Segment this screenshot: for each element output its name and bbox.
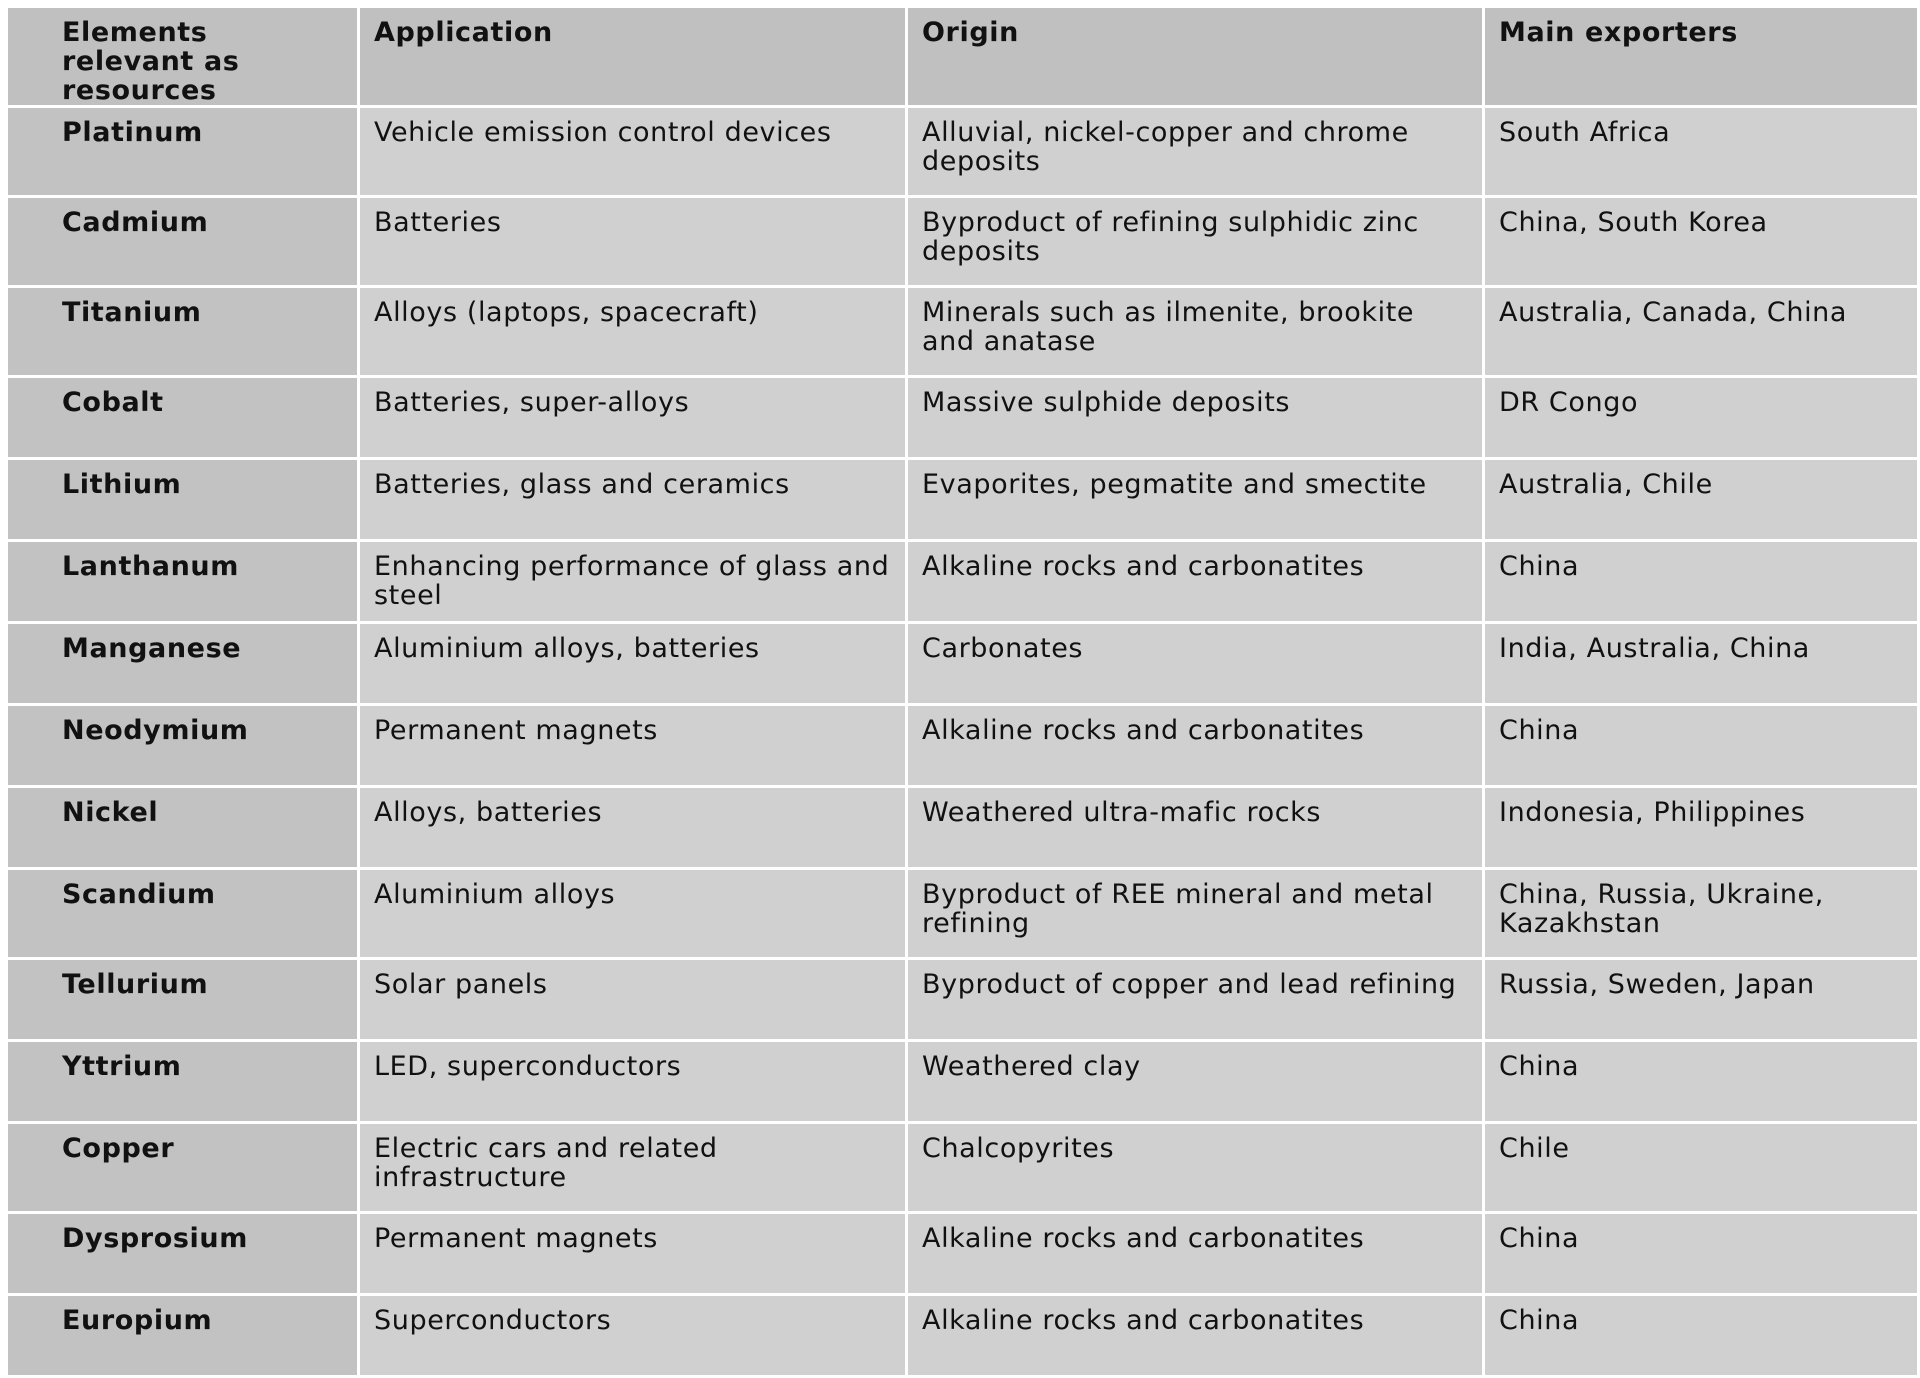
origin-cell: Byproduct of copper and lead refining xyxy=(907,959,1484,1041)
application-cell: Permanent magnets xyxy=(359,705,907,787)
table-row xyxy=(7,197,1919,287)
table-row xyxy=(7,1213,1919,1295)
exporters-cell: China, Russia, Ukraine, Kazakhstan xyxy=(1484,869,1919,959)
element-cell: Tellurium xyxy=(7,959,359,1041)
element-cell: Cadmium xyxy=(7,197,359,287)
element-cell: Yttrium xyxy=(7,1041,359,1123)
exporters-cell: China xyxy=(1484,705,1919,787)
element-cell: Lithium xyxy=(7,459,359,541)
origin-cell: Weathered clay xyxy=(907,1041,1484,1123)
application-cell: LED, superconductors xyxy=(359,1041,907,1123)
exporters-cell: Australia, Chile xyxy=(1484,459,1919,541)
origin-cell: Chalcopyrites xyxy=(907,1123,1484,1213)
table-row xyxy=(7,459,1919,541)
element-cell: Copper xyxy=(7,1123,359,1213)
application-cell: Aluminium alloys, batteries xyxy=(359,623,907,705)
table-row xyxy=(7,107,1919,197)
element-cell: Neodymium xyxy=(7,705,359,787)
application-cell: Vehicle emission control devices xyxy=(359,107,907,197)
origin-cell: Carbonates xyxy=(907,623,1484,705)
application-cell: Aluminium alloys xyxy=(359,869,907,959)
table-row xyxy=(7,787,1919,869)
application-cell: Alloys (laptops, spacecraft) xyxy=(359,287,907,377)
table-row xyxy=(7,287,1919,377)
origin-cell: Byproduct of refining sulphidic zinc deposits xyxy=(907,197,1484,287)
origin-cell: Minerals such as ilmenite, brookite and anatase xyxy=(907,287,1484,377)
exporters-cell: DR Congo xyxy=(1484,377,1919,459)
exporters-cell: China, South Korea xyxy=(1484,197,1919,287)
table-row xyxy=(7,1123,1919,1213)
origin-cell: Alkaline rocks and carbonatites xyxy=(907,1295,1484,1377)
table-row xyxy=(7,377,1919,459)
application-cell: Solar panels xyxy=(359,959,907,1041)
origin-cell: Massive sulphide deposits xyxy=(907,377,1484,459)
origin-cell: Alkaline rocks and carbonatites xyxy=(907,705,1484,787)
table-row xyxy=(7,959,1919,1041)
element-cell: Cobalt xyxy=(7,377,359,459)
origin-cell: Byproduct of REE mineral and metal refining xyxy=(907,869,1484,959)
element-cell: Scandium xyxy=(7,869,359,959)
header-elements: Elements relevant as resources xyxy=(7,7,359,107)
table-row xyxy=(7,541,1919,623)
table-row xyxy=(7,869,1919,959)
application-cell: Superconductors xyxy=(359,1295,907,1377)
element-cell: Manganese xyxy=(7,623,359,705)
exporters-cell: Indonesia, Philippines xyxy=(1484,787,1919,869)
table-row xyxy=(7,1295,1919,1377)
table-row xyxy=(7,705,1919,787)
table-row xyxy=(7,623,1919,705)
application-cell: Permanent magnets xyxy=(359,1213,907,1295)
origin-cell: Weathered ultra-mafic rocks xyxy=(907,787,1484,869)
header-origin: Origin xyxy=(907,7,1484,107)
element-cell: Europium xyxy=(7,1295,359,1377)
exporters-cell: South Africa xyxy=(1484,107,1919,197)
exporters-cell: China xyxy=(1484,1295,1919,1377)
header-main-exporters: Main exporters xyxy=(1484,7,1919,107)
element-cell: Nickel xyxy=(7,787,359,869)
origin-cell: Alkaline rocks and carbonatites xyxy=(907,1213,1484,1295)
exporters-cell: Chile xyxy=(1484,1123,1919,1213)
application-cell: Alloys, batteries xyxy=(359,787,907,869)
origin-cell: Alkaline rocks and carbonatites xyxy=(907,541,1484,623)
exporters-cell: Australia, Canada, China xyxy=(1484,287,1919,377)
exporters-cell: China xyxy=(1484,1041,1919,1123)
origin-cell: Alluvial, nickel-copper and chrome deposits xyxy=(907,107,1484,197)
table-row xyxy=(7,1041,1919,1123)
exporters-cell: India, Australia, China xyxy=(1484,623,1919,705)
header-row xyxy=(7,7,1919,107)
exporters-cell: Russia, Sweden, Japan xyxy=(1484,959,1919,1041)
resources-table xyxy=(5,5,1920,1378)
element-cell: Lanthanum xyxy=(7,541,359,623)
application-cell: Batteries, glass and ceramics xyxy=(359,459,907,541)
element-cell: Dysprosium xyxy=(7,1213,359,1295)
exporters-cell: China xyxy=(1484,1213,1919,1295)
application-cell: Electric cars and related infrastructure xyxy=(359,1123,907,1213)
element-cell: Titanium xyxy=(7,287,359,377)
element-cell: Platinum xyxy=(7,107,359,197)
header-application: Application xyxy=(359,7,907,107)
origin-cell: Evaporites, pegmatite and smectite xyxy=(907,459,1484,541)
application-cell: Batteries, super-alloys xyxy=(359,377,907,459)
application-cell: Enhancing performance of glass and steel xyxy=(359,541,907,623)
application-cell: Batteries xyxy=(359,197,907,287)
exporters-cell: China xyxy=(1484,541,1919,623)
